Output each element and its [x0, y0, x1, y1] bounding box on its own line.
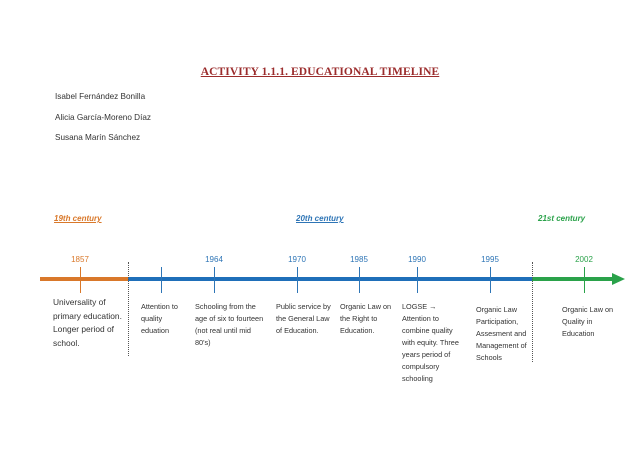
timeline-segment-20th	[128, 277, 532, 281]
tick-1964	[214, 267, 215, 293]
tick-2002	[584, 267, 585, 293]
event-desc-1964: Schooling from the age of six to fourteen (not real until mid 80's)	[195, 302, 264, 347]
event-desc-1970: Public service by the General Law of Education.	[276, 302, 331, 335]
century-label-19th: 19th century	[54, 214, 102, 223]
timeline-segment-19th	[40, 277, 128, 281]
tick-1995	[490, 267, 491, 293]
arrow-right-icon	[612, 273, 625, 285]
year-1985: 1985	[350, 255, 368, 264]
year-1970: 1970	[288, 255, 306, 264]
event-desc-quality: Attention to quality eduation	[141, 302, 178, 335]
event-desc-1857: Universality of primary education. Longer period of school.	[53, 297, 122, 348]
century-label-20th: 20th century	[296, 214, 344, 223]
timeline-segment-21st	[532, 277, 616, 281]
tick-1970	[297, 267, 298, 293]
author-2: Alicia García-Moreno Díaz	[55, 113, 152, 122]
year-1964: 1964	[205, 255, 223, 264]
century-separator-20-21	[532, 262, 533, 362]
year-2002: 2002	[575, 255, 593, 264]
event-desc-1985: Organic Law on the Right to Education.	[340, 302, 392, 335]
tick-1857	[80, 267, 81, 293]
author-3: Susana Marín Sánchez	[55, 133, 141, 142]
event-desc-1990: LOGSE → Attention to combine quality with equity. Three years period of compulsory schooling	[402, 302, 459, 383]
event-desc-2002: Organic Law on Quality in Education	[562, 305, 614, 338]
tick-1990	[417, 267, 418, 293]
tick-unlabeled	[161, 267, 162, 293]
event-desc-1995: Organic Law Participation, Assesment and Management of Schools	[476, 305, 527, 362]
century-label-21st: 21st century	[538, 214, 586, 223]
author-1: Isabel Fernández Bonilla	[55, 92, 146, 101]
year-1990: 1990	[408, 255, 426, 264]
century-separator-19-20	[128, 262, 129, 356]
document-title: ACTIVITY 1.1.1. EDUCATIONAL TIMELINE	[200, 66, 440, 78]
year-1995: 1995	[481, 255, 499, 264]
year-1857: 1857	[71, 255, 89, 264]
tick-1985	[359, 267, 360, 293]
